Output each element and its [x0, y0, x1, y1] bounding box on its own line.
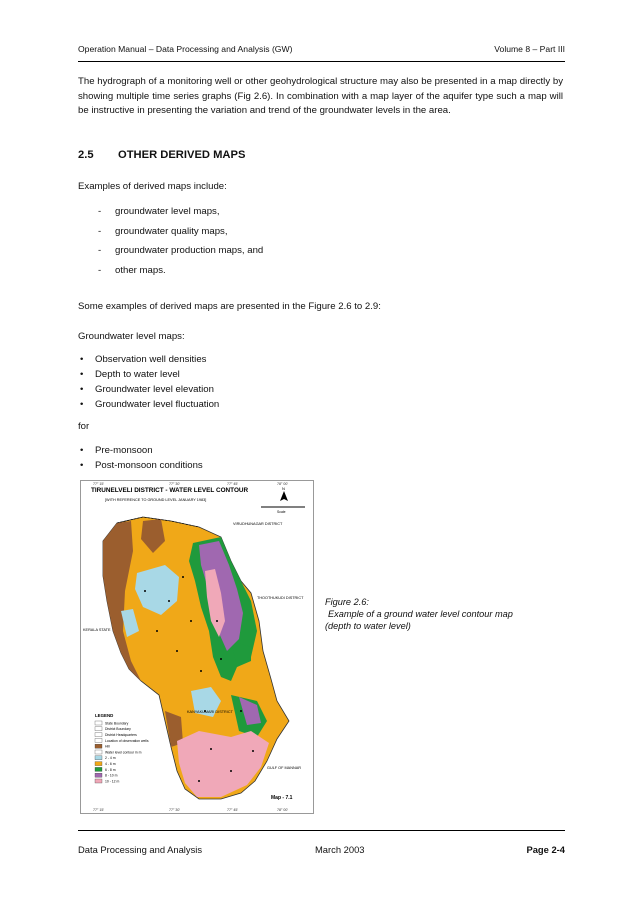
- footer-left: Data Processing and Analysis: [78, 844, 203, 855]
- legend-swatch: [95, 779, 102, 783]
- tick-label: 78° 00': [277, 482, 289, 486]
- legend-label: Water level contour in m: [105, 750, 142, 755]
- section-number: 2.5: [78, 149, 94, 161]
- legend-label: 2 - 4 m: [105, 756, 116, 761]
- header-left: Operation Manual – Data Processing and Analysis (GW): [78, 44, 293, 54]
- label-virudhunagar: VIRUDHUNAGAR DISTRICT: [233, 522, 283, 526]
- legend-label: Hill: [105, 744, 110, 749]
- label-gulf: GULF OF MANNAR: [267, 766, 301, 770]
- legend-swatch: [95, 721, 102, 725]
- map-number: Map - 7.1: [271, 795, 293, 801]
- tick-label: 77° 15': [93, 808, 105, 812]
- footer-page-number: Page 2-4: [526, 844, 565, 855]
- tick-label: 77° 15': [93, 482, 105, 486]
- some-examples-text: Some examples of derived maps are presented in the Figure 2.6 to 2.9:: [78, 301, 381, 312]
- tick-label: 77° 45': [227, 808, 239, 812]
- legend-swatch: [95, 727, 102, 731]
- water-level-contour-map: [80, 480, 314, 814]
- examples-intro: Examples of derived maps include:: [78, 181, 227, 192]
- label-kanyakumari: KANYAKUMARI DISTRICT: [187, 710, 233, 714]
- section-heading: [78, 149, 245, 161]
- map-subtitle: [WITH REFERENCE TO GROUND LEVEL JANUARY 1983]: [105, 498, 207, 502]
- caption-detail: (depth to water level): [325, 621, 411, 631]
- legend-swatch: [95, 744, 102, 748]
- legend-label: State Boundary: [105, 721, 129, 726]
- legend-swatch: [95, 738, 102, 742]
- footer-center: March 2003: [315, 844, 365, 855]
- legend-label: 6 - 8 m: [105, 767, 116, 772]
- page-header: [78, 44, 565, 58]
- label-kerala: KERALA STATE: [83, 628, 111, 632]
- tick-label: 78° 00': [277, 808, 289, 812]
- legend-swatch: [95, 767, 102, 771]
- tick-label: 77° 30': [169, 808, 181, 812]
- tick-label: 77° 30': [169, 482, 181, 486]
- figure-caption: [325, 596, 513, 632]
- legend-label: District Boundary: [105, 727, 131, 732]
- legend-title: LEGEND: [95, 713, 114, 718]
- legend-swatch: [95, 756, 102, 760]
- legend-label: 4 - 6 m: [105, 762, 116, 766]
- legend-label: District Headquarters: [105, 733, 137, 737]
- tick-label: 77° 45': [227, 482, 239, 486]
- legend-label: 10 - 12 m: [105, 779, 120, 784]
- legend-swatch: [95, 733, 102, 737]
- caption-description: Example of a ground water level contour map: [328, 609, 513, 619]
- legend-label: Location of observation wells: [105, 738, 149, 743]
- map-title: TIRUNELVELI DISTRICT - WATER LEVEL CONTOUR: [91, 487, 249, 494]
- legend-swatch: [95, 762, 102, 766]
- header-rule: [78, 61, 565, 62]
- footer-rule: [78, 830, 565, 831]
- svg-text:N: N: [282, 486, 285, 491]
- svg-text:Scale: Scale: [277, 510, 286, 514]
- label-thoothukudi: THOOTHUKUDI DISTRICT: [257, 596, 304, 600]
- gw-maps-label: Groundwater level maps:: [78, 331, 185, 342]
- caption-figure-number: Figure 2.6:: [325, 597, 369, 607]
- section-title: OTHER DERIVED MAPS: [118, 149, 246, 161]
- legend-swatch: [95, 773, 102, 777]
- header-right: Volume 8 – Part III: [494, 44, 565, 54]
- legend-swatch: [95, 750, 102, 754]
- for-label: for: [78, 421, 90, 432]
- legend-label: 8 - 10 m: [105, 773, 118, 778]
- intro-paragraph: The hydrograph of a monitoring well or other geohydrological structure may also be presented in a map directly by showing multiple time series graphs (Fig 2.6). In combination with a map layer of the aquifer type such a map will be instructive in presenting the variation and trend of the groundwater levels in the area.: [78, 76, 563, 116]
